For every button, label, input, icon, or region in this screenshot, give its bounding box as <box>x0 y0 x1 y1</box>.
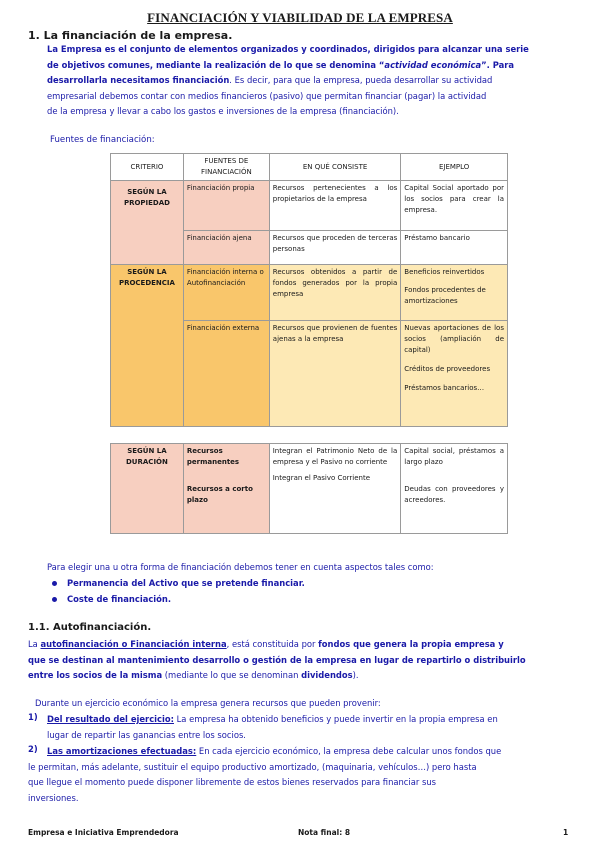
table-row <box>111 265 508 321</box>
ejemplo-interna <box>401 265 508 321</box>
autofinanciacion-paragraph <box>28 637 581 684</box>
fuente-interna: Financiación interna o Autofinanciación <box>183 265 269 321</box>
intro-line-3a: desarrollarla necesitamos financiación <box>47 75 230 86</box>
ejemplo-interna-2: Fondos procedentes de amortizaciones <box>404 286 486 305</box>
auto-l1a: La <box>28 639 41 649</box>
auto-l3d: ). <box>352 670 359 681</box>
ejemplo-corto-plazo: Deudas con proveedores y acreedores. <box>404 485 504 504</box>
criterio-procedencia: SEGÚN LA PROCEDENCIA <box>111 265 184 427</box>
item-1-line-2: lugar de repartir las ganancias entre los socios. <box>47 729 246 740</box>
table-row <box>111 181 508 231</box>
ejemplo-propia: Capital Social aportado por los socios para crear la empresa. <box>401 181 508 231</box>
fuentes-duracion <box>183 444 269 534</box>
fuentes-label: Fuentes de financiación: <box>50 135 155 145</box>
ejemplo-externa-1: Nuevas aportaciones de los socios (ampliación de capital) <box>404 324 504 354</box>
bullet-item-permanencia <box>52 578 305 588</box>
intro-line-1: La Empresa es el conjunto de elementos organizados y coordinados, dirigidos para alcanzar una serie <box>47 44 529 54</box>
auto-line-3 <box>28 668 581 684</box>
consiste-permanentes: Integran el Patrimonio Neto de la empresa y el Pasivo no corriente <box>272 447 398 466</box>
footer-page-number: 1 <box>563 828 569 837</box>
consiste-interna: Recursos obtenidos a partir de fondos generados por la propia empresa <box>269 265 401 321</box>
consiste-corto-plazo: Integran el Pasivo Corriente <box>272 474 371 482</box>
item-number-2: 2) <box>28 744 38 754</box>
section-heading-autofinanciacion: 1.1. Autofinanciación. <box>28 622 152 633</box>
auto-line-1 <box>28 637 581 653</box>
duration-table <box>110 443 508 534</box>
item-2-desc: En cada ejercicio económico, la empresa debe calcular unos fondos que <box>196 746 502 756</box>
bullet-dot-icon <box>52 597 57 602</box>
item-1-term: Del resultado del ejercicio: <box>47 714 174 724</box>
actividad-economica-term: actividad económica <box>384 59 482 70</box>
ejemplo-interna-1: Beneficios reinvertidos <box>404 268 485 276</box>
auto-line-2 <box>28 653 581 669</box>
auto-dividendos: dividendos <box>301 670 353 681</box>
auto-l1d: fondos que genera la propia empresa y <box>318 639 504 649</box>
item-2-text <box>47 744 581 760</box>
ejemplo-permanentes: Capital social, préstamos a largo plazo <box>404 447 504 466</box>
financing-sources-table <box>110 153 508 427</box>
item-1-text <box>47 712 581 743</box>
item-2-term: Las amortizaciones efectuadas: <box>47 746 197 756</box>
consiste-propia: Recursos pertenecientes a los propietarios de la empresa <box>269 181 401 231</box>
item-2-continuation <box>28 760 581 807</box>
elegir-line: Para elegir una u otra forma de financiación debemos tener en cuenta aspectos tales como: <box>47 562 434 572</box>
durante-line: Durante un ejercicio económico la empresa genera recursos que pueden provenir: <box>35 698 381 708</box>
item-number-1: 1) <box>28 712 38 722</box>
ejemplo-ajena: Préstamo bancario <box>401 231 508 265</box>
table-header-row <box>111 154 508 181</box>
item-1-line-1 <box>47 712 581 728</box>
consiste-externa: Recursos que provienen de fuentes ajenas a la empresa <box>269 321 401 427</box>
item-2-line-3: que llegue el momento puede disponer libremente de estos bienes reservados para financiar sus <box>28 777 437 788</box>
intro-line-3 <box>47 73 581 89</box>
header-criterio: CRITERIO <box>111 154 184 181</box>
item-2-line-1 <box>47 744 581 760</box>
intro-line-3b: . Es decir, para que la empresa, pueda desarrollar su actividad <box>229 75 493 86</box>
bullet-dot-icon <box>52 581 57 586</box>
auto-l3b: (mediante lo que se denominan <box>162 670 302 681</box>
ejemplo-duracion <box>401 444 508 534</box>
intro-paragraph <box>47 42 581 120</box>
auto-l3a: entre los socios de la misma <box>28 670 163 681</box>
page-title: FINANCIACIÓN Y VIABILIDAD DE LA EMPRESA <box>147 10 453 25</box>
footer-left: Empresa e Iniciativa Emprendedora <box>28 828 179 837</box>
criterio-propiedad: SEGÚN LA PROPIEDAD <box>111 181 184 265</box>
ejemplo-externa <box>401 321 508 427</box>
footer-center: Nota final: 8 <box>298 828 351 837</box>
header-ejemplo: EJEMPLO <box>401 154 508 181</box>
table-row <box>111 444 508 534</box>
fuente-propia: Financiación propia <box>183 181 269 231</box>
bullet-text-permanencia: Permanencia del Activo que se pretende financiar. <box>67 578 305 588</box>
fuente-ajena: Financiación ajena <box>183 231 269 265</box>
fuente-permanentes: Recursos permanentes <box>186 447 240 466</box>
intro-line-4: empresarial debemos contar con medios financieros (pasivo) que permitan financiar (pagar) la actividad <box>47 90 487 101</box>
bullet-text-coste: Coste de financiación. <box>67 594 172 604</box>
ejemplo-externa-2: Créditos de proveedores <box>404 365 491 373</box>
bullet-item-coste <box>52 594 171 604</box>
ejemplo-externa-3: Préstamos bancarios… <box>404 384 485 392</box>
intro-line-5: de la empresa y llevar a cabo los gastos e inversiones de la empresa (financiación). <box>47 106 399 117</box>
fuente-corto-plazo: Recursos a corto plazo <box>186 485 253 504</box>
consiste-duracion <box>269 444 401 534</box>
criterio-duracion: SEGÚN LA DURACIÓN <box>111 444 184 534</box>
item-1-desc: La empresa ha obtenido beneficios y puede invertir en la propia empresa en <box>173 714 498 724</box>
item-2-line-2: le permitan, más adelante, sustituir el equipo productivo amortizado, (maquinaria, vehículos…) pero hasta <box>28 761 477 772</box>
intro-line-2 <box>47 58 581 74</box>
auto-l2: que se destinan al mantenimiento desarrollo o gestión de la empresa en lugar de repartirlo o distribuirlo <box>28 654 526 665</box>
header-fuentes: FUENTES DE FINANCIACIÓN <box>183 154 269 181</box>
auto-term: autofinanciación o Financiación interna <box>40 639 227 649</box>
auto-l1c: , está constituida por <box>226 639 319 649</box>
intro-line-2a: de objetivos comunes, mediante la realización de lo que se denomina “ <box>47 59 385 70</box>
fuente-externa: Financiación externa <box>183 321 269 427</box>
item-2-line-4: inversiones. <box>28 792 79 803</box>
section-heading-financiacion: 1. La financiación de la empresa. <box>28 29 233 42</box>
consiste-ajena: Recursos que proceden de terceras personas <box>269 231 401 265</box>
intro-line-2c: ”. Para <box>481 59 515 70</box>
header-consiste: EN QUÉ CONSISTE <box>269 154 401 181</box>
